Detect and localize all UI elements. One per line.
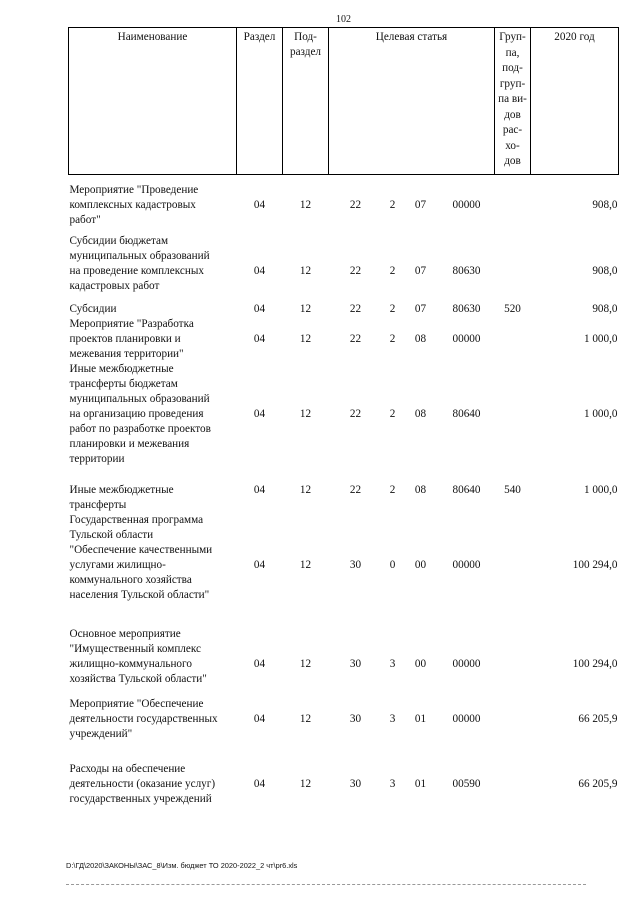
- row-target-event: 07: [414, 199, 427, 211]
- row-name-line: Государственная программа: [69, 514, 204, 526]
- row-target-program: 22: [349, 408, 362, 420]
- row-name-line: территории: [69, 453, 125, 465]
- row-target-direction: 80640: [452, 408, 481, 420]
- row-expense-group: [495, 603, 531, 687]
- row-target-event: 08: [414, 484, 427, 496]
- row-target-program: 30: [349, 778, 362, 790]
- row-target-subprogram: 2: [389, 303, 396, 315]
- row-podrazdel: 12: [299, 658, 312, 670]
- table-row: [69, 175, 619, 229]
- row-podrazdel: 12: [299, 303, 312, 315]
- row-name-line: услугами жилищно-: [69, 559, 166, 571]
- page-number: 102: [336, 14, 351, 25]
- row-name: [69, 467, 237, 513]
- row-target-direction: 00000: [452, 658, 481, 670]
- row-name-line: учреждений": [69, 728, 133, 740]
- row-name-line: межевания территории": [69, 348, 184, 360]
- row-amount: 66 205,9: [578, 778, 618, 790]
- row-target-event: 01: [414, 778, 427, 790]
- row-name: [69, 513, 237, 603]
- row-target-direction: 00000: [452, 199, 481, 211]
- table-row: [69, 228, 619, 294]
- footer-file-path: D:\ГД\2020\ЗАКОНЫ\ЗАС_8\Изм. бюджет ТО 2020-2022_2 чт\pr6.xls: [66, 861, 298, 870]
- row-expense-group: [495, 175, 531, 229]
- row-name-line: "Имущественный комплекс: [69, 643, 201, 655]
- row-target-event: 08: [414, 333, 427, 345]
- row-target-program: 22: [349, 303, 362, 315]
- row-target-program: 30: [349, 713, 362, 725]
- row-target-direction: 80630: [452, 303, 481, 315]
- row-target-event: 00: [414, 559, 427, 571]
- header-row: [69, 28, 619, 175]
- row-name-line: Иные межбюджетные: [69, 484, 174, 496]
- row-target-direction: 80630: [452, 265, 481, 277]
- row-amount: 1 000,0: [583, 408, 618, 420]
- row-name-line: жилищно-коммунального: [69, 658, 192, 670]
- row-razdel: 04: [253, 559, 266, 571]
- row-expense-group: 540: [504, 484, 521, 496]
- row-amount: 908,0: [592, 303, 618, 315]
- row-name-line: на проведение комплексных: [69, 265, 204, 277]
- row-target-subprogram: 2: [389, 265, 396, 277]
- row-target-event: 07: [414, 303, 427, 315]
- table-row: [69, 294, 619, 317]
- row-podrazdel: 12: [299, 713, 312, 725]
- row-podrazdel: 12: [299, 559, 312, 571]
- row-razdel: 04: [253, 484, 266, 496]
- row-target-event: 08: [414, 408, 427, 420]
- row-target-subprogram: 0: [389, 559, 396, 571]
- row-razdel: 04: [253, 658, 266, 670]
- row-name: [69, 317, 237, 362]
- footer-divider: [66, 884, 586, 885]
- row-razdel: 04: [253, 199, 266, 211]
- row-podrazdel: 12: [299, 408, 312, 420]
- row-razdel: 04: [253, 265, 266, 277]
- row-name: [69, 294, 237, 317]
- row-name-line: Расходы на обеспечение: [69, 763, 186, 775]
- row-amount: 66 205,9: [578, 713, 618, 725]
- row-name-line: государственных учреждений: [69, 793, 212, 805]
- row-target-subprogram: 3: [389, 778, 396, 790]
- row-name-line: Основное мероприятие: [69, 628, 181, 640]
- row-target-event: 01: [414, 713, 427, 725]
- row-expense-group: [495, 228, 531, 294]
- header-name: Наименование: [69, 28, 237, 175]
- row-target-subprogram: 2: [389, 408, 396, 420]
- header-podrazdel: Под- раздел: [283, 28, 329, 175]
- row-name-line: муниципальных образований: [69, 250, 210, 262]
- row-name-line: комплексных кадастровых: [69, 199, 196, 211]
- row-target-event: 00: [414, 658, 427, 670]
- row-name-line: работ": [69, 214, 101, 226]
- row-podrazdel: 12: [299, 199, 312, 211]
- row-amount: 1 000,0: [583, 333, 618, 345]
- row-target-program: 22: [349, 333, 362, 345]
- row-amount: 908,0: [592, 199, 618, 211]
- row-name-line: на организацию проведения: [69, 408, 204, 420]
- header-target: Целевая статья: [329, 28, 495, 175]
- row-name: [69, 742, 237, 807]
- budget-table: [68, 27, 619, 807]
- row-target-program: 30: [349, 658, 362, 670]
- row-name-line: Мероприятие "Разработка: [69, 318, 194, 330]
- row-name-line: трансферты бюджетам: [69, 378, 178, 390]
- row-target-direction: 80640: [452, 484, 481, 496]
- row-name-line: муниципальных образований: [69, 393, 210, 405]
- row-razdel: 04: [253, 408, 266, 420]
- row-name-line: Иные межбюджетные: [69, 363, 174, 375]
- row-name-line: планировки и межевания: [69, 438, 190, 450]
- row-expense-group: [495, 513, 531, 603]
- row-name-line: хозяйства Тульской области": [69, 673, 207, 685]
- row-name-line: Тульской области: [69, 529, 154, 541]
- row-expense-group: [495, 362, 531, 467]
- row-amount: 908,0: [592, 265, 618, 277]
- row-target-subprogram: 2: [389, 484, 396, 496]
- header-year: 2020 год: [531, 28, 619, 175]
- row-name-line: коммунального хозяйства: [69, 574, 192, 586]
- table-row: [69, 467, 619, 513]
- row-name-line: трансферты: [69, 499, 127, 511]
- row-podrazdel: 12: [299, 333, 312, 345]
- row-expense-group: [495, 687, 531, 742]
- row-target-direction: 00590: [452, 778, 481, 790]
- row-name-line: работ по разработке проектов: [69, 423, 211, 435]
- row-target-program: 22: [349, 484, 362, 496]
- row-target-direction: 00000: [452, 713, 481, 725]
- row-target-event: 07: [414, 265, 427, 277]
- row-expense-group: 520: [504, 303, 521, 315]
- row-name-line: деятельности государственных: [69, 713, 218, 725]
- row-razdel: 04: [253, 713, 266, 725]
- row-amount: 100 294,0: [572, 559, 618, 571]
- table-row: [69, 362, 619, 467]
- row-name-line: "Обеспечение качественными: [69, 544, 213, 556]
- row-target-direction: 00000: [452, 559, 481, 571]
- header-razdel: Раздел: [237, 28, 283, 175]
- row-name-line: Мероприятие "Обеспечение: [69, 698, 204, 710]
- row-name: [69, 362, 237, 467]
- table-row: [69, 742, 619, 807]
- row-name-line: деятельности (оказание услуг): [69, 778, 216, 790]
- row-podrazdel: 12: [299, 265, 312, 277]
- row-podrazdel: 12: [299, 484, 312, 496]
- table-row: [69, 687, 619, 742]
- row-name: [69, 687, 237, 742]
- row-name-line: населения Тульской области": [69, 589, 210, 601]
- row-target-program: 22: [349, 265, 362, 277]
- row-name: [69, 228, 237, 294]
- row-name-line: Субсидии: [69, 303, 117, 315]
- row-target-subprogram: 3: [389, 658, 396, 670]
- row-name: [69, 603, 237, 687]
- row-name: [69, 175, 237, 229]
- row-name-line: Мероприятие "Проведение: [69, 184, 199, 196]
- row-razdel: 04: [253, 333, 266, 345]
- row-target-subprogram: 3: [389, 713, 396, 725]
- row-razdel: 04: [253, 303, 266, 315]
- row-target-direction: 00000: [452, 333, 481, 345]
- row-razdel: 04: [253, 778, 266, 790]
- row-name-line: кадастровых работ: [69, 280, 160, 292]
- table-row: [69, 317, 619, 362]
- row-expense-group: [495, 317, 531, 362]
- table-row: [69, 603, 619, 687]
- row-target-subprogram: 2: [389, 333, 396, 345]
- row-target-program: 30: [349, 559, 362, 571]
- row-amount: 1 000,0: [583, 484, 618, 496]
- table-row: [69, 513, 619, 603]
- row-target-program: 22: [349, 199, 362, 211]
- row-amount: 100 294,0: [572, 658, 618, 670]
- row-podrazdel: 12: [299, 778, 312, 790]
- row-target-subprogram: 2: [389, 199, 396, 211]
- header-group: Груп- па, под- груп- па ви- дов рас- хо- дов: [495, 28, 531, 175]
- row-name-line: Субсидии бюджетам: [69, 235, 169, 247]
- row-name-line: проектов планировки и: [69, 333, 181, 345]
- row-expense-group: [495, 742, 531, 807]
